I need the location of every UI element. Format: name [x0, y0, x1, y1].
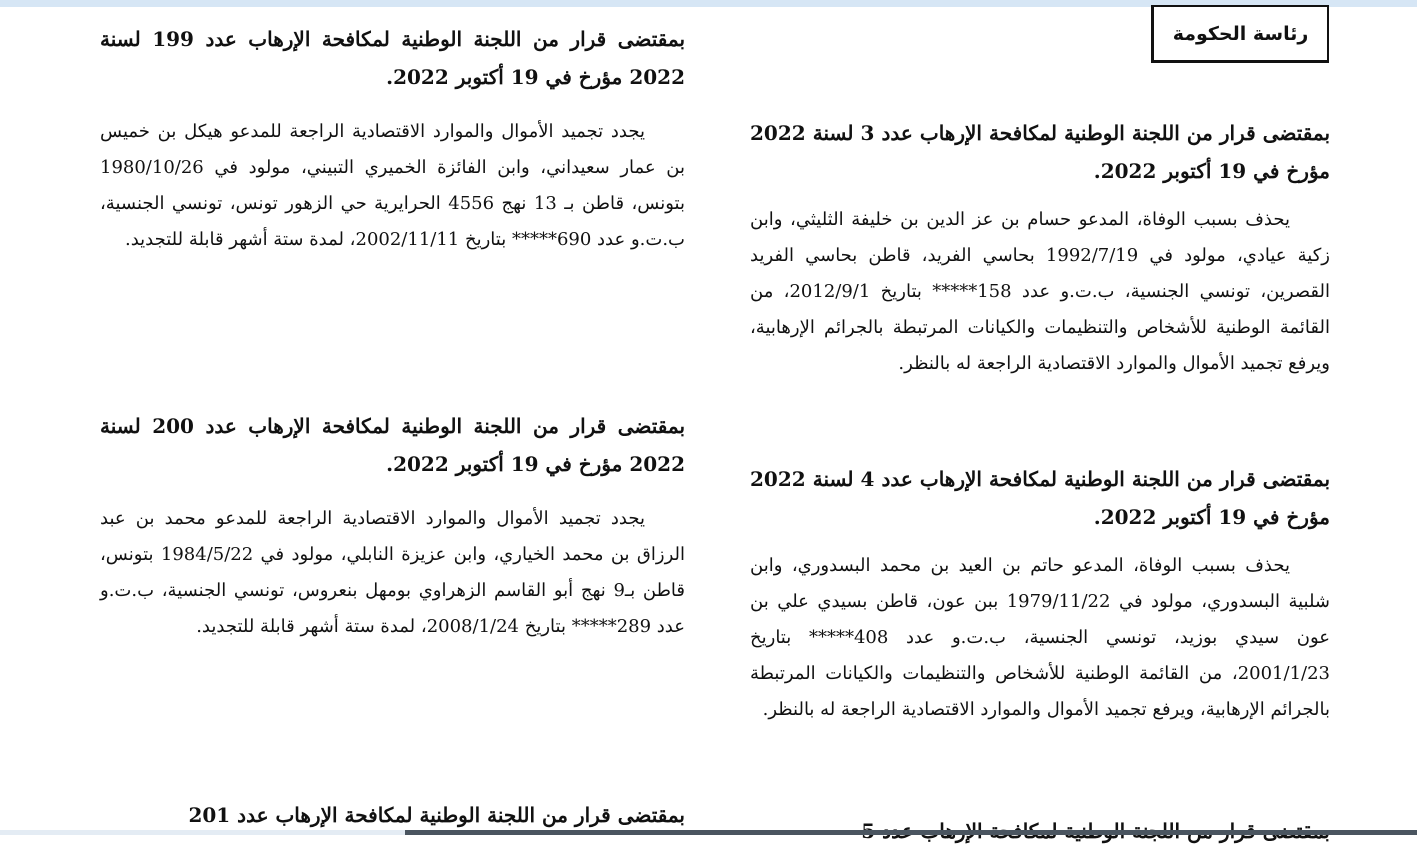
decree-body: يجدد تجميد الأموال والموارد الاقتصادية الراجعة للمدعو هيكل بن خميس بن عمار سعيداني، وابن الفائزة الخميري التبيني، مولود في 1980/10/26 بتونس، قاطن بـ 13 نهج 4556 الحرايرية حي الزهور تونس، تونسي الجنسية، ب.ت.و عدد 690***** بتاريخ 2002/11/11، لمدة ستة أشهر قابلة للتجديد. — [100, 121, 686, 250]
decree-body: يجدد تجميد الأموال والموارد الاقتصادية الراجعة للمدعو محمد بن عبد الرزاق بن محمد الخياري، وابن عزيزة النابلي، مولود في 1984/5/22 بتونس، قاطن بـ9 نهج أبو القاسم الزهراوي بومهل بنعروس، تونسي الجنسية، ب.ت.و عدد 289***** بتاريخ 2008/1/24، لمدة ستة أشهر قابلة للتجديد. — [100, 508, 686, 637]
header-label: رئاسة الحكومة — [1172, 22, 1309, 45]
taskbar-strip — [405, 830, 1417, 835]
decree-title: بمقتضى قرار من اللجنة الوطنية لمكافحة الإرهاب عدد 199 لسنة 2022 مؤرخ في 19 أكتوبر 2022. — [100, 27, 686, 89]
decree-title: بمقتضى قرار من اللجنة الوطنية لمكافحة الإرهاب عدد 4 لسنة 2022 مؤرخ في 19 أكتوبر 2022. — [750, 467, 1331, 529]
window-bottom-bar — [0, 830, 1417, 835]
decree-section — [100, 407, 685, 645]
decree-body: يحذف بسبب الوفاة، المدعو حسام بن عز الدين بن خليفة الثليثي، وابن زكية عيادي، مولود في 1992/7/19 بحاسي الفريد، قاطن بحاسي الفريد القصرين، تونسي الجنسية، ب.ت.و عدد 158***** بتاريخ 2012/9/1، من القائمة الوطنية للأشخاص والتنظيمات والكيانات المرتبطة بالجرائم الإرهابية، ويرفع تجميد الأموال والموارد الاقتصادية الراجعة له بالنظر. — [750, 209, 1330, 374]
decree-section — [100, 796, 685, 834]
decree-body: يحذف بسبب الوفاة، المدعو حاتم بن العيد بن محمد البسدوري، وابن شلبية البسدوري، مولود في 1979/11/22 ببن عون، قاطن بسيدي علي بن عون سيدي بوزيد، تونسي الجنسية، ب.ت.و عدد 408***** بتاريخ 2001/1/23، من القائمة الوطنية للأشخاص والتنظيمات والكيانات المرتبطة بالجرائم الإرهابية، ويرفع تجميد الأموال والموارد الاقتصادية الراجعة له بالنظر. — [750, 555, 1331, 720]
decree-section — [100, 20, 685, 258]
decree-title: بمقتضى قرار من اللجنة الوطنية لمكافحة الإرهاب عدد 200 لسنة 2022 مؤرخ في 19 أكتوبر 2022. — [100, 414, 686, 476]
header-box — [1151, 5, 1329, 63]
decree-title: بمقتضى قرار من اللجنة الوطنية لمكافحة الإرهاب عدد 201 — [188, 803, 685, 827]
decree-section — [750, 114, 1330, 382]
decree-title: بمقتضى قرار من اللجنة الوطنية لمكافحة الإرهاب عدد 3 لسنة 2022 مؤرخ في 19 أكتوبر 2022. — [750, 121, 1331, 183]
decree-section — [750, 460, 1330, 728]
